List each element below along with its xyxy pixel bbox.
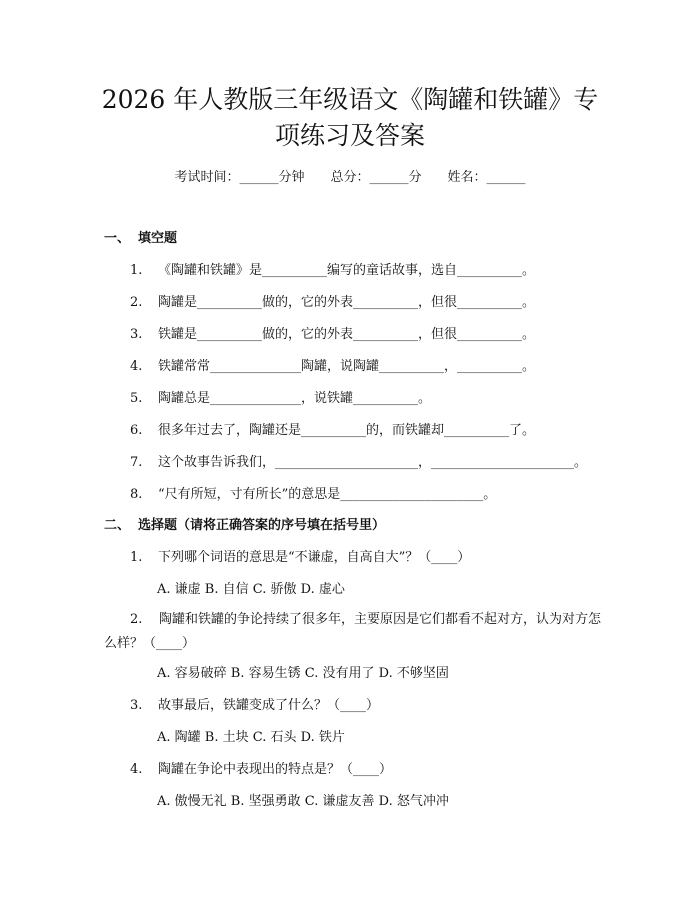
fill-question-6 (130, 421, 535, 441)
section-number: 一、 (104, 231, 131, 246)
fill-question-2 (130, 293, 535, 313)
question-text: 陶罐总是______________，说铁罐__________。 (158, 391, 432, 406)
question-text: 下列哪个词语的意思是“不谦虚，自高自大”？（____） (158, 550, 471, 565)
question-text: 陶罐和铁罐的争论持续了很多年，主要原因是它们都看不起对方，认为对方怎么样？（____） (104, 612, 601, 651)
fill-question-4 (130, 357, 535, 377)
question-number: 3. (130, 698, 143, 713)
question-number: 3. (130, 327, 143, 342)
question-text: 这个故事告诉我们，______________________，______________________。 (158, 455, 588, 470)
total-score-field: 总分：______分 (330, 170, 422, 185)
fill-question-3 (130, 325, 535, 345)
question-number: 7. (130, 455, 143, 470)
question-text: 很多年过去了，陶罐还是__________的，而铁罐却__________了。 (158, 423, 536, 438)
fill-question-8 (130, 485, 496, 505)
question-text: “尺有所短，寸有所长”的意思是______________________。 (158, 487, 497, 502)
question-text: 陶罐是__________做的，它的外表__________，但很__________。 (158, 295, 536, 310)
choice-question-2 (104, 608, 604, 656)
fill-question-5 (130, 389, 431, 409)
question-number: 4. (130, 762, 143, 777)
section-heading-fill-blank (104, 229, 177, 249)
fill-question-1 (130, 261, 535, 281)
question-number: 1. (130, 550, 143, 565)
question-number: 4. (130, 359, 143, 374)
section-number: 二、 (104, 518, 131, 533)
choice-question-4 (130, 760, 392, 780)
choice-question-1 (130, 548, 470, 568)
document-title-line-1: 2026 年人教版三年级语文《陶罐和铁罐》专 (101, 85, 599, 114)
question-number: 1. (130, 263, 143, 278)
question-number: 2. (130, 612, 143, 627)
choice-question-2-options: A. 容易破碎 B. 容易生锈 C. 没有用了 D. 不够坚固 (157, 666, 449, 681)
document-title-line-2: 项练习及答案 (274, 121, 425, 150)
question-number: 2. (130, 295, 143, 310)
question-number: 6. (130, 423, 143, 438)
section-heading-multiple-choice (104, 516, 385, 536)
choice-question-3 (130, 696, 379, 716)
choice-question-1-options: A. 谦虚 B. 自信 C. 骄傲 D. 虚心 (157, 582, 345, 597)
question-number: 5. (130, 391, 143, 406)
student-name-field: 姓名：______ (447, 170, 526, 185)
section-title: 选择题（请将正确答案的序号填在括号里） (138, 518, 386, 533)
exam-info (0, 168, 700, 188)
question-text: 铁罐常常______________陶罐，说陶罐__________，__________。 (158, 359, 536, 374)
choice-question-4-options: A. 傲慢无礼 B. 坚强勇敢 C. 谦虚友善 D. 怒气冲冲 (157, 794, 449, 809)
question-text: 《陶罐和铁罐》是__________编写的童话故事，选自__________。 (158, 263, 536, 278)
choice-question-3-options: A. 陶罐 B. 土块 C. 石头 D. 铁片 (157, 730, 345, 745)
question-text: 陶罐在争论中表现出的特点是？（____） (158, 762, 393, 777)
question-number: 8. (130, 487, 143, 502)
question-text: 故事最后，铁罐变成了什么？（____） (158, 698, 380, 713)
exam-time-field: 考试时间：______分钟 (174, 170, 305, 185)
question-text: 铁罐是__________做的，它的外表__________，但很__________。 (158, 327, 536, 342)
fill-question-7 (130, 453, 587, 473)
section-title: 填空题 (138, 231, 178, 246)
